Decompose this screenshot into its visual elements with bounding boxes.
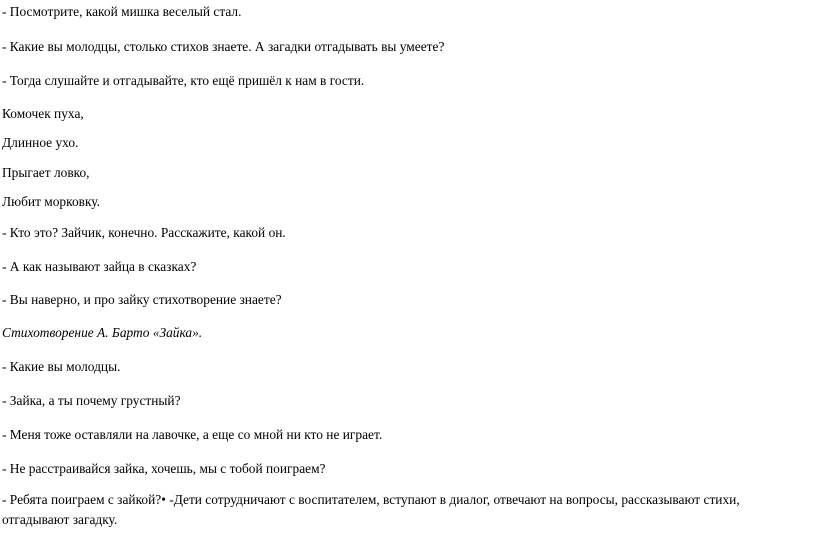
dialogue-line-6: - Вы наверно, и про зайку стихотворение знаете? xyxy=(2,292,282,307)
dialogue-line-7: - Какие вы молодцы. xyxy=(2,359,121,374)
dialogue-line-1: - Посмотрите, какой мишка веселый стал. xyxy=(2,4,242,19)
dialogue-line-4: - Кто это? Зайчик, конечно. Расскажите, какой он. xyxy=(2,225,286,240)
riddle-line-2: Длинное ухо. xyxy=(2,135,79,150)
riddle-line-1: Комочек пуха, xyxy=(2,106,84,121)
riddle-line-3: Прыгает ловко, xyxy=(2,165,90,180)
activity-description-line: - Ребята поиграем с зайкой?• -Дети сотрудничают с воспитателем, вступают в диалог, отвечают на вопросы, рассказывают стихи, отгадывают загадку. xyxy=(2,492,740,527)
dialogue-line-5: - А как называют зайца в сказках? xyxy=(2,259,197,274)
dialogue-line-2: - Какие вы молодцы, столько стихов знаете. А загадки отгадывать вы умеете? xyxy=(2,39,445,54)
dialogue-line-10: - Не расстраивайся зайка, хочешь, мы с тобой поиграем? xyxy=(2,461,326,476)
dialogue-line-3: - Тогда слушайте и отгадывайте, кто ещё пришёл к нам в гости. xyxy=(2,73,365,88)
dialogue-line-8: - Зайка, а ты почему грустный? xyxy=(2,393,181,408)
riddle-line-4: Любит морковку. xyxy=(2,194,100,209)
poem-title-line: Стихотворение А. Барто «Зайка». xyxy=(2,325,203,340)
dialogue-line-9: - Меня тоже оставляли на лавочке, а еще со мной ни кто не играет. xyxy=(2,427,383,442)
